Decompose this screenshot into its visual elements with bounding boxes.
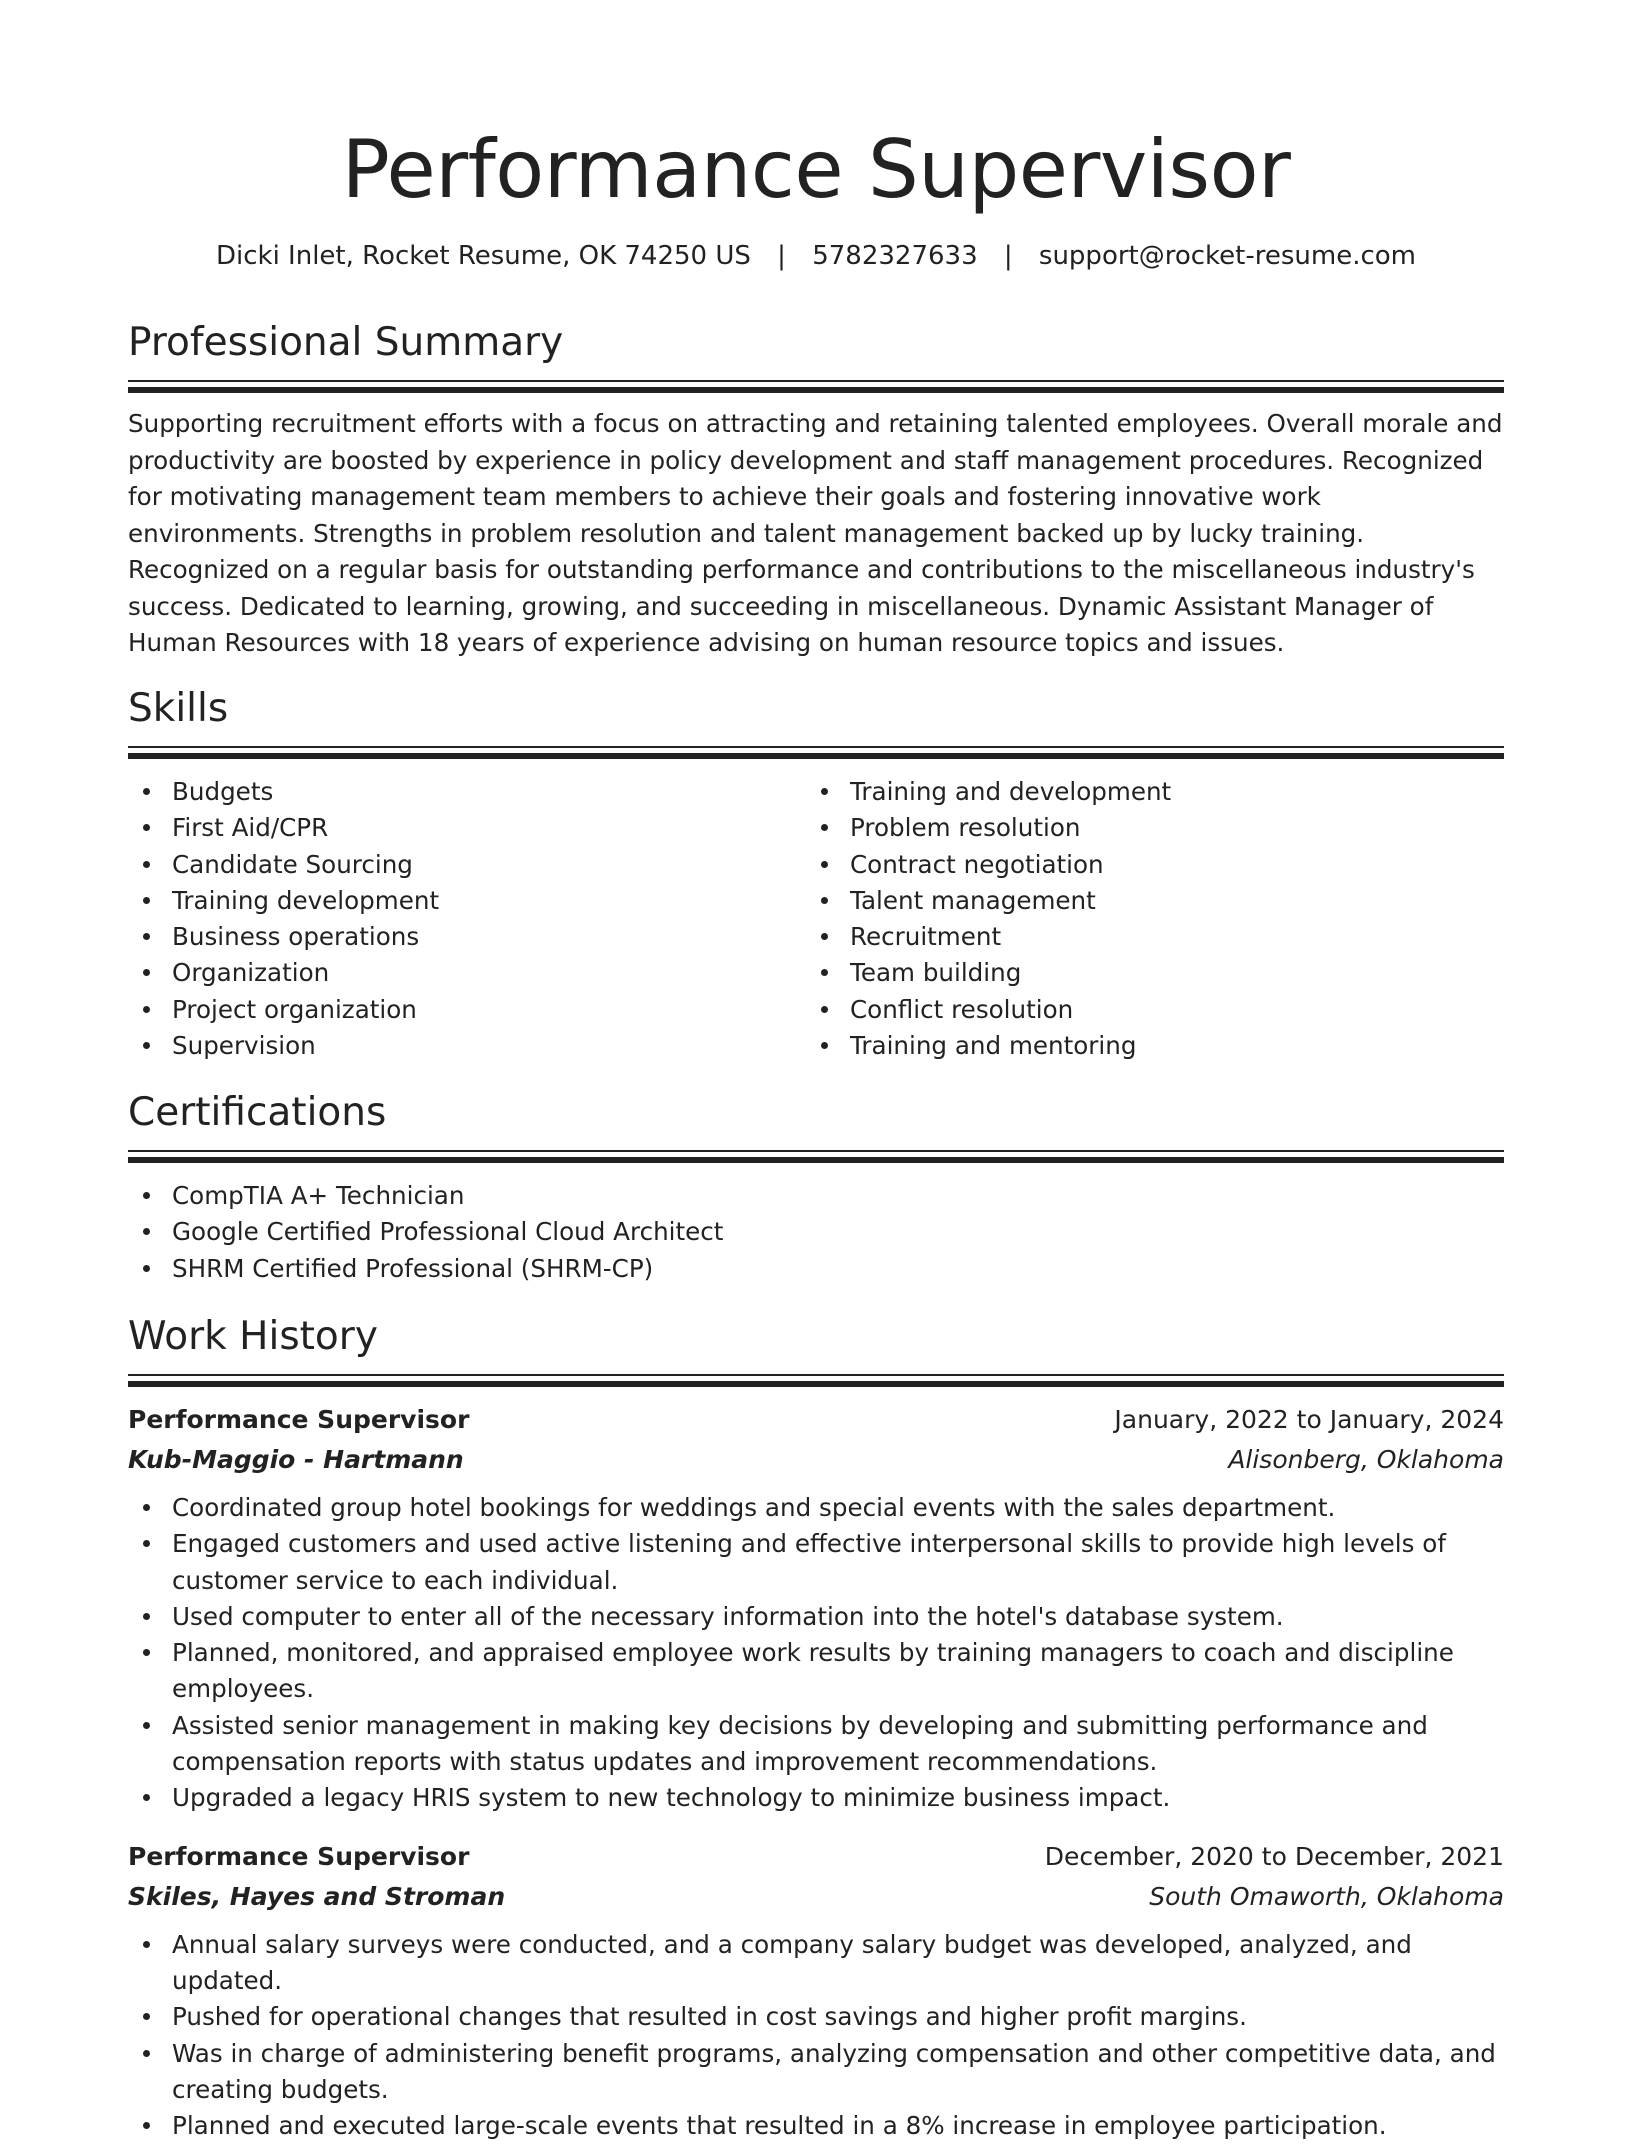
section-divider [128,746,1504,760]
job-duty-item: Annual salary surveys were conducted, and a company salary budget was developed, analyzed, and updated. [128,1927,1504,2000]
certification-item: CompTIA A+ Technician [128,1178,1504,1214]
skill-item: First Aid/CPR [128,810,806,846]
job-entry [128,1837,1504,2144]
job-header-row [128,1400,1504,1440]
job-duty-item: Planned and executed large-scale events that resulted in a 8% increase in employee participation. [128,2108,1504,2144]
section-title-work-history: Work History [128,1314,378,1359]
certification-item: SHRM Certified Professional (SHRM-CP) [128,1251,1504,1287]
section-title-skills: Skills [128,686,229,731]
job-duties-list [128,1927,1504,2144]
certifications-list [128,1178,1504,1287]
section-divider [128,1150,1504,1164]
contact-separator: | [1003,241,1013,271]
job-duty-item: Was in charge of administering benefit programs, analyzing compensation and other competitive data, and creating budgets. [128,2036,1504,2109]
skill-item: Team building [806,955,1484,991]
job-header-row [128,1837,1504,1877]
work-history-section [128,1312,1504,2144]
job-company: Skiles, Hayes and Stroman [128,1881,506,1911]
job-company-row [128,1877,1504,1917]
skills-list-right [806,774,1484,1064]
job-company-row [128,1440,1504,1480]
job-duty-item: Used computer to enter all of the necessary information into the hotel's database system. [128,1599,1504,1635]
skill-item: Organization [128,955,806,991]
summary-section [128,318,1504,662]
skill-item: Contract negotiation [806,847,1484,883]
job-duty-item: Planned, monitored, and appraised employee work results by training managers to coach and discipline employees. [128,1635,1504,1708]
contact-line [0,238,1632,274]
job-duty-item: Upgraded a legacy HRIS system to new technology to minimize business impact. [128,1780,1504,1816]
job-location: South Omaworth, Oklahoma [1149,1881,1504,1911]
skill-item: Problem resolution [806,810,1484,846]
job-duty-item: Engaged customers and used active listening and effective interpersonal skills to provide high levels of customer service to each individual. [128,1526,1504,1599]
skill-item: Budgets [128,774,806,810]
job-title: Performance Supervisor [128,1841,470,1871]
certification-item: Google Certified Professional Cloud Architect [128,1214,1504,1250]
skills-list-left [128,774,806,1064]
skill-item: Training and development [806,774,1484,810]
contact-phone: 5782327633 [812,241,978,271]
job-dates: January, 2022 to January, 2024 [1114,1405,1504,1434]
skills-section [128,684,1504,1064]
skill-item: Talent management [806,883,1484,919]
section-title-summary: Professional Summary [128,320,564,365]
skill-item: Training development [128,883,806,919]
skills-columns [128,774,1504,1064]
contact-address: Dicki Inlet, Rocket Resume, OK 74250 US [215,241,751,271]
section-title-certifications: Certifications [128,1090,387,1135]
skill-item: Conflict resolution [806,992,1484,1028]
skill-item: Supervision [128,1028,806,1064]
job-company: Kub-Maggio - Hartmann [128,1445,464,1474]
skill-item: Recruitment [806,919,1484,955]
job-location: Alisonberg, Oklahoma [1228,1445,1504,1474]
contact-separator: | [777,241,786,271]
skill-item: Project organization [128,992,806,1028]
certifications-section [128,1088,1504,1287]
job-entry [128,1400,1504,1817]
job-dates: December, 2020 to December, 2021 [1044,1841,1504,1871]
contact-email: support@rocket-resume.com [1038,241,1417,271]
job-title: Performance Supervisor [128,1405,470,1434]
skill-item: Candidate Sourcing [128,847,806,883]
section-divider [128,1374,1504,1388]
job-duty-item: Coordinated group hotel bookings for weddings and special events with the sales department. [128,1490,1504,1526]
summary-text: Supporting recruitment efforts with a focus on attracting and retaining talented employees. Overall morale and productivity are boosted by experience in policy development and staff management procedures. Recognized for motivating management team members to achieve their goals and fostering innovative work environments. Strengths in problem resolution and talent management backed up by lucky training. Recognized on a regular basis for outstanding performance and contributions to the miscellaneous industry's success. Dedicated to learning, growing, and succeeding in miscellaneous. Dynamic Assistant Manager of Human Resources with 18 years of experience advising on human resource topics and issues. [128,409,1503,657]
job-duties-list [128,1490,1504,1817]
skill-item: Training and mentoring [806,1028,1484,1064]
section-divider [128,380,1504,394]
skill-item: Business operations [128,919,806,955]
job-duty-item: Assisted senior management in making key decisions by developing and submitting performance and compensation reports with status updates and improvement recommendations. [128,1708,1504,1781]
resume-name: Performance Supervisor [341,123,1291,216]
job-duty-item: Pushed for operational changes that resulted in cost savings and higher profit margins. [128,1999,1504,2035]
